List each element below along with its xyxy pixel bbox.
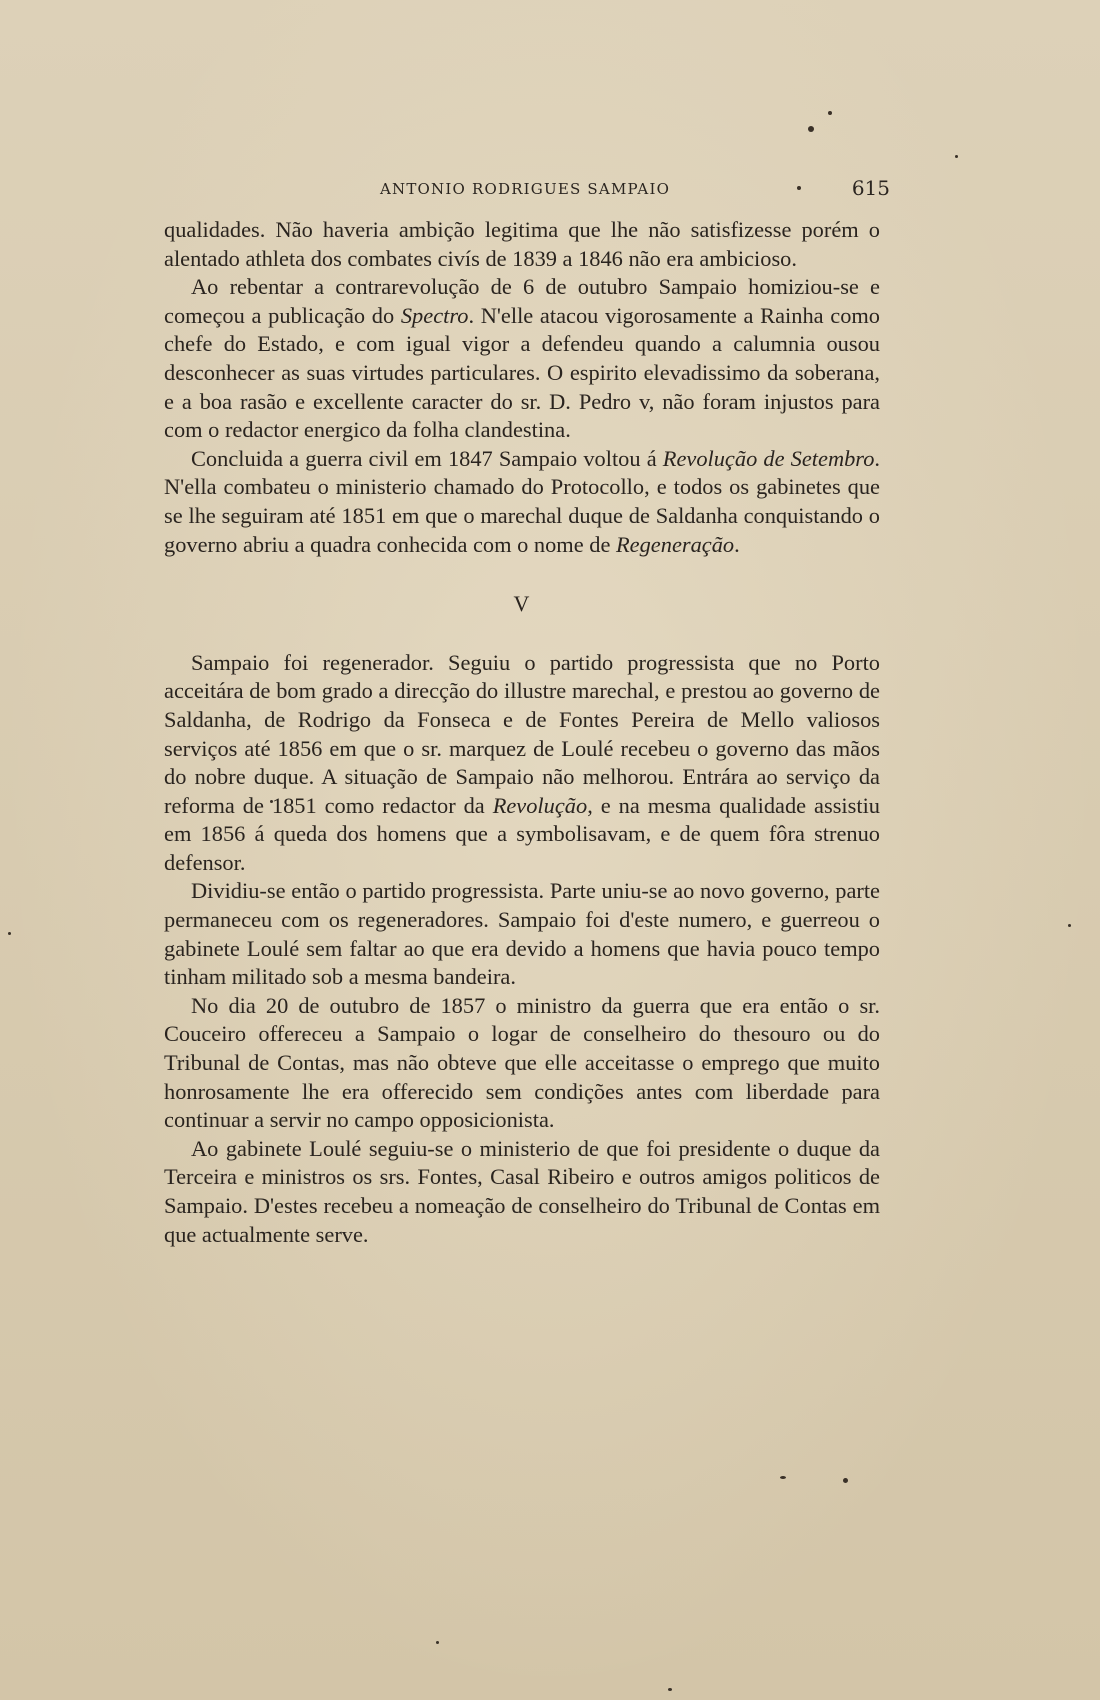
italic-title: Revolução de Setembro bbox=[662, 445, 875, 471]
italic-title: Revolução bbox=[492, 792, 588, 818]
text-run: qualidades. Não haveria ambição legitima que lhe não satisfizesse porém o alentado athleta dos combates civís de 1839 a 1846 não era ambicioso. bbox=[164, 217, 880, 271]
paragraph bbox=[164, 273, 880, 445]
text-run: Sampaio foi regenerador. Seguiu o partido progressista que no Porto acceitára de bom grado a direcção do illustre marechal, e prestou ao governo de Saldanha, de Rodrigo da Fonseca e de Fontes Pereira de Mello valiosos serviços até 1856 em que o sr. marquez de Loulé recebeu o governo das mãos do nobre duque. A situação de Sampaio não melhorou. Entrára ao serviço da reforma de 1851 como redactor da bbox=[164, 649, 880, 818]
paragraphs-before-section bbox=[164, 216, 880, 559]
paper-speck bbox=[808, 126, 814, 132]
paper-speck bbox=[8, 932, 11, 935]
text-run: Concluida a guerra civil em 1847 Sampaio voltou á bbox=[191, 445, 663, 471]
italic-title: Regeneração bbox=[616, 531, 735, 557]
italic-title: Spectro bbox=[400, 302, 469, 328]
paragraph bbox=[164, 1135, 880, 1249]
paragraph bbox=[164, 649, 880, 878]
paper-speck bbox=[955, 155, 958, 158]
section-heading: V bbox=[513, 591, 531, 617]
text-run: Ao rebentar a contrarevolução de 6 de outubro Sampaio homiziou-se e começou a publicação do bbox=[164, 274, 880, 328]
paper-speck bbox=[1068, 924, 1071, 927]
text-run: . bbox=[734, 531, 740, 557]
paragraph bbox=[164, 992, 880, 1135]
paragraph bbox=[164, 445, 880, 559]
paper-speck bbox=[436, 1641, 439, 1644]
paragraph bbox=[164, 216, 880, 273]
page-header bbox=[380, 176, 890, 206]
body-text bbox=[164, 216, 880, 1249]
running-head: ANTONIO RODRIGUES SAMPAIO bbox=[380, 180, 671, 198]
paper-speck bbox=[668, 1688, 672, 1691]
text-run: , e na mesma qualidade assistiu em 1856 á queda dos homens que a symbolisavam, e de quem fôra strenuo defensor. bbox=[164, 792, 880, 875]
text-run: Ao gabinete Loulé seguiu-se o ministerio de que foi presidente o duque da Terceira e ministros os srs. Fontes, Casal Ribeiro e outros amigos politicos de Sampaio. D'estes recebeu a nomeação de conselheiro do Tribunal de Contas em que actualmente serve. bbox=[164, 1135, 880, 1247]
text-run: . N'ella combateu o ministerio chamado do Protocollo, e todos os gabinetes que se lhe seguiram até 1851 em que o marechal duque de Saldanha conquistando o governo abriu a quadra conhecida com o nome de bbox=[164, 445, 880, 557]
paper-speck bbox=[828, 111, 832, 115]
text-run: . N'elle atacou vigorosamente a Rainha como chefe do Estado, e com igual vigor a defendeu quando a calumnia ousou desconhecer as suas virtudes particulares. O espirito elevadissimo da soberana, e a boa rasão e excellente caracter do sr. D. Pedro v, não foram injustos para com o redactor energico da folha clandestina. bbox=[164, 302, 880, 443]
paper-speck bbox=[843, 1478, 848, 1483]
paragraph bbox=[164, 877, 880, 991]
text-run: No dia 20 de outubro de 1857 o ministro da guerra que era então o sr. Couceiro offereceu a Sampaio o logar de conselheiro do thesouro ou do Tribunal de Contas, mas não obteve que elle acceitasse o emprego que muito honrosamente lhe era offerecido sem condições antes com liberdade para continuar a servir no campo opposicionista. bbox=[164, 992, 880, 1133]
text-run: Dividiu-se então o partido progressista. Parte uniu-se ao novo governo, parte permaneceu com os regeneradores. Sampaio foi d'este numero, e guerreou o gabinete Loulé sem faltar ao que era devido a homens que havia pouco tempo tinham militado sob a mesma bandeira. bbox=[164, 878, 880, 990]
page-number: 615 bbox=[851, 176, 890, 200]
paragraphs-after-section bbox=[164, 649, 880, 1249]
paper-speck bbox=[780, 1476, 786, 1479]
